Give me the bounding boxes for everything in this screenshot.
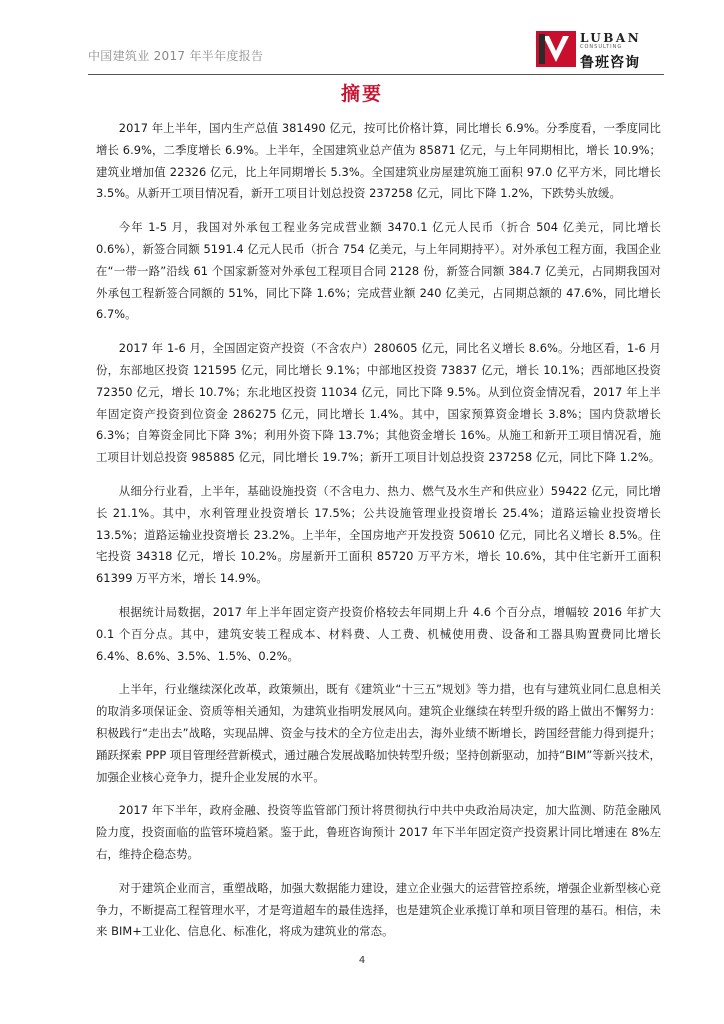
page-title: 摘要: [340, 83, 383, 105]
paragraph-gdp-construction-output: 2017 年上半年，国内生产总值 381490 亿元，按可比价格计算，同比增长 6.9%。分季度看，一季度同比增长 6.9%，二季度增长 6.9%。上半年，全国建筑业总产值为 85871 亿元，与上年同期相比，增长 10.9%；建筑业增加值 22326 亿元，比上年同期增长 5.3%。全国建筑业房屋建筑施工面积 97.0 亿平方米，同比增长 3.5%。从新开工项目情况看，新开工项目计划总投资 237258 亿元，同比下降 1.2%，下跌势头放缓。: [96, 121, 661, 201]
paragraph-industry-reform: 上半年，行业继续深化改革，政策频出，既有《建筑业“十三五”规划》等力措，也有与建筑业同仁息息相关的取消多项保证金、资质等相关通知，为建筑业指明发展风向。建筑企业继续在转型升级的路上做出不懈努力：积极践行“走出去”战略，实现品牌、资金与技术的全方位走出去，海外业绩不断增长，跨国经营能力得到提升；踊跃探索 PPP 项目管理经营新模式，通过融合发展战略加快转型升级；坚持创新驱动，加持“BIM”等新兴技术，加强企业核心竞争力，提升企业发展的水平。: [96, 682, 661, 784]
paragraph-fixed-asset-investment: 2017 年 1-6 月，全国固定资产投资（不含农户）280605 亿元，同比名义增长 8.6%。分地区看，1-6 月份，东部地区投资 121595 亿元，同比增长 9.1%；中部地区投资 73837 亿元，增长 10.1%；西部地区投资 72350 亿元，增长 10.7%；东北地区投资 11034 亿元，同比下降 9.5%。从到位资金情况看，2017 年上半年固定资产投资到位资金 286275 亿元，同比增长 1.4%。其中，国家预算资金增长 3.8%；国内贷款增长 6.3%；自筹资金同比下降 3%；利用外资下降 13.7%；其他资金增长 16%。从施工和新开工项目情况看，施工项目计划总投资 985885 亿元，同比增长 19.7%；新开工项目计划总投资 237258 亿元，同比下降 1.2%。: [96, 341, 661, 465]
page-number: 4: [358, 955, 366, 966]
report-title: 中国建筑业 2017 年半年度报告: [88, 49, 264, 63]
logo-chinese-name: 鲁班咨询: [580, 55, 640, 71]
summary-body: [96, 118, 661, 955]
paragraph-enterprise-strategy: 对于建筑企业而言，重塑战略，加强大数据能力建设，建立企业强大的运营管控系统，增强企业新型核心竞争力，不断提高工程管理水平，才是弯道超车的最佳选择，也是建筑企业承揽订单和项目管理的基石。相信，未来 BIM+工业化、信息化、标准化，将成为建筑业的常态。: [96, 880, 661, 939]
logo-english-name: LUBAN: [580, 31, 642, 45]
paragraph-second-half-outlook: 2017 年下半年，政府金融、投资等监管部门预计将贯彻执行中共中央政治局决定，加大监测、防范金融风险力度，投资面临的监管环境趋紧。鉴于此，鲁班咨询预计 2017 年下半年固定资产投资累计同比增速在 8%左右，维持企稳态势。: [96, 803, 661, 861]
logo-subtitle: CONSULTING: [580, 44, 623, 50]
paragraph-industry-breakdown: 从细分行业看，上半年，基础设施投资（不含电力、热力、燃气及水生产和供应业）59422 亿元，同比增长 21.1%。其中，水利管理业投资增长 17.5%；公共设施管理业投资增长 25.4%；道路运输业投资增长 13.5%；道路运输业投资增长 23.2%。上半年，全国房地产开发投资 50610 亿元，同比名义增长 8.5%。住宅投资 34318 亿元，增长 10.2%。房屋新开工面积 85720 万平方米，增长 10.6%，其中住宅新开工面积 61399 万平方米，增长 14.9%。: [96, 483, 661, 586]
luban-logo-icon: [536, 31, 576, 67]
paragraph-investment-prices: 根据统计局数据，2017 年上半年固定资产投资价格较去年同期上升 4.6 个百分点，增幅较 2016 年扩大 0.1 个百分点。其中，建筑安装工程成本、材料费、人工费、机械使用费、设备和工器具购置费同比增长 6.4%、8.6%、3.5%、1.5%、0.2%。: [96, 604, 661, 663]
luban-logo: [536, 30, 664, 70]
paragraph-overseas-contracts: 今年 1-5 月，我国对外承包工程业务完成营业额 3470.1 亿元人民币（折合 504 亿美元，同比增长 0.6%），新签合同额 5191.4 亿元人民币（折合 754 亿美元，与上年同期持平）。对外承包工程方面，我国企业在“一带一路”沿线 61 个国家新签对外承包工程项目合同 2128 份，新签合同额 384.7 亿美元，占同期我国对外承包工程新签合同额的 51%，同比下降 1.6%；完成营业额 240 亿美元，占同期总额的 47.6%，同比增长 6.7%。: [96, 220, 661, 322]
page-header: [88, 28, 664, 75]
